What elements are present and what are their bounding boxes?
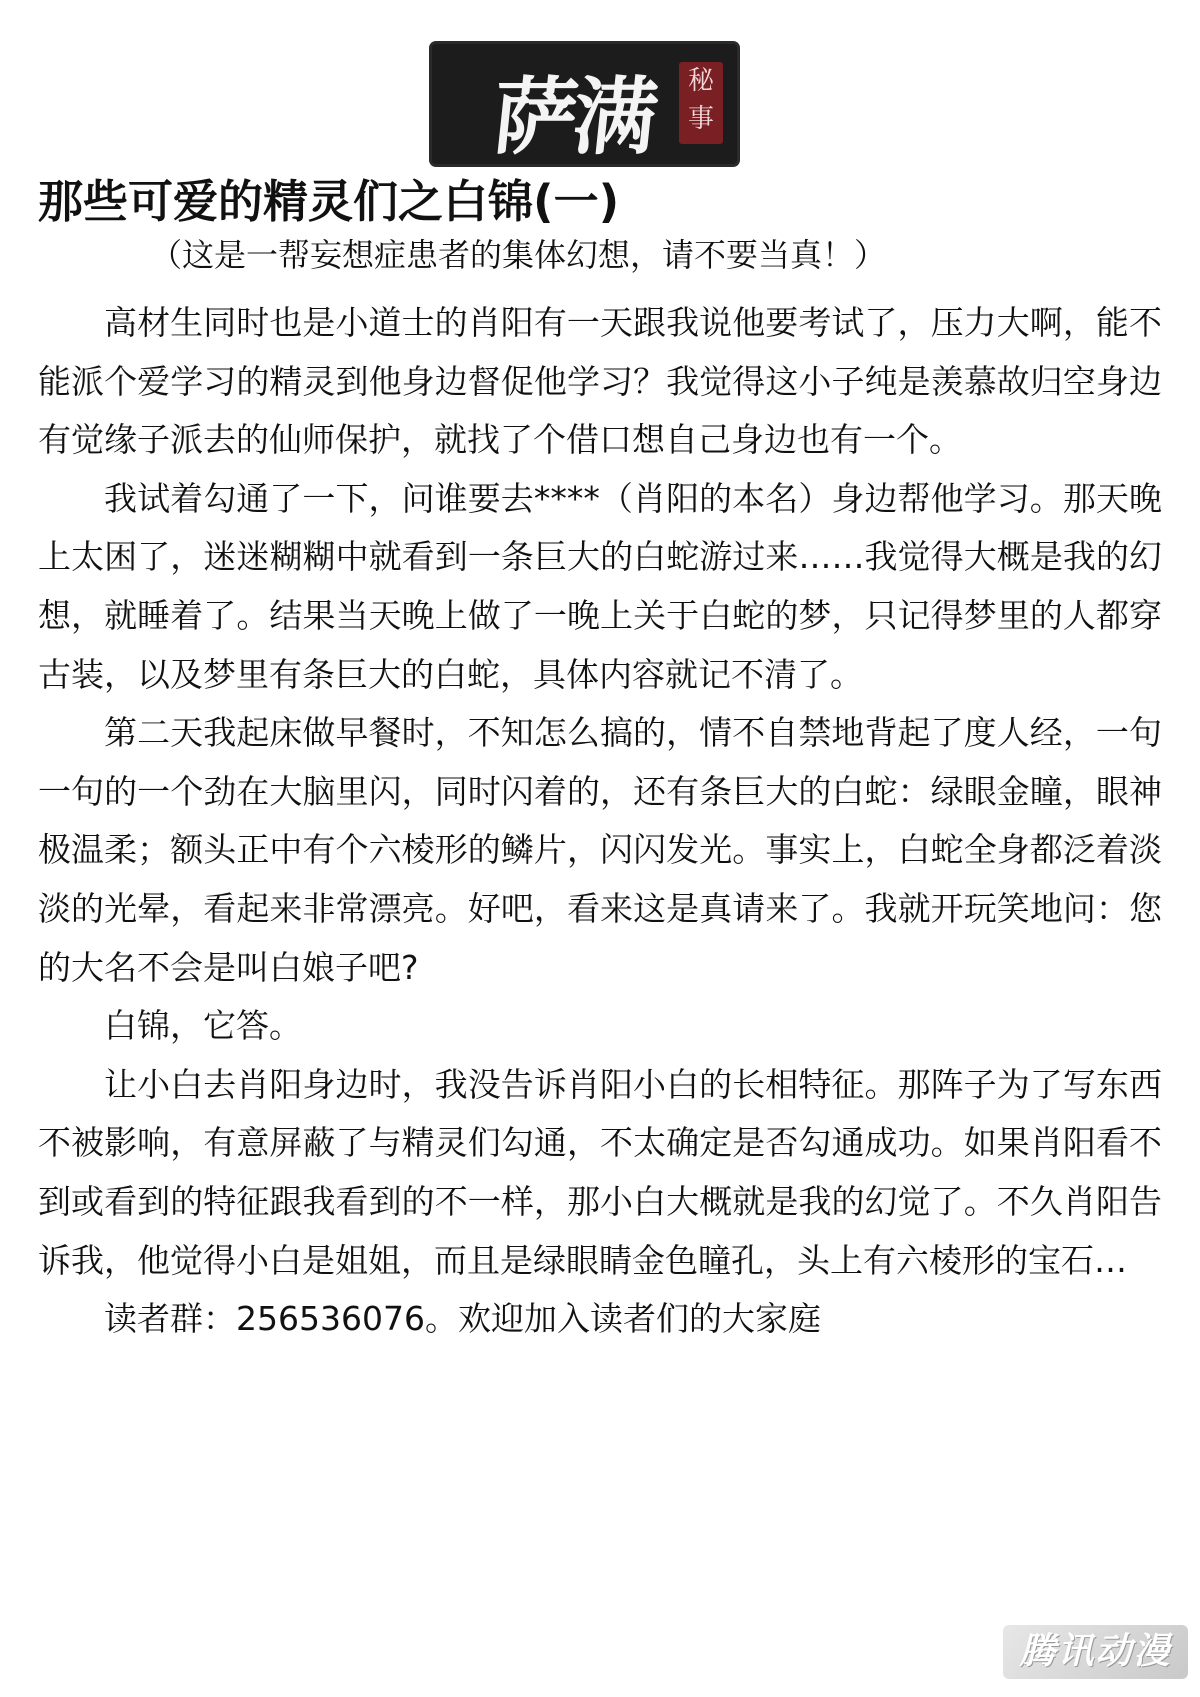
paragraph-4: 白锦，它答。 — [104, 1006, 302, 1046]
paragraph-6: 读者群：256536076。欢迎加入读者们的大家庭 — [104, 1299, 821, 1339]
page-title: 那些可爱的精灵们之白锦(一) — [38, 175, 620, 228]
paragraph-3: 第二天我起床做早餐时，不知怎么搞的，情不自禁地背起了度人经，一句一句的一个劲在大脑里闪，同时闪着的，还有条巨大的白蛇：绿眼金瞳，眼神极温柔；额头正中有个六棱形的鳞片，闪闪发光。事实上，白蛇全身都泛着淡淡的光晕，看起来非常漂亮。好吧，看来这是真请来了。我就开玩笑地问：您的大名不会是叫白娘子吧? — [38, 713, 1162, 987]
paragraph-5: 让小白去肖阳身边时，我没告诉肖阳小白的长相特征。那阵子为了写东西不被影响，有意屏蔽了与精灵们勾通，不太确定是否勾通成功。如果肖阳看不到或看到的特征跟我看到的不一样，那小白大概就是我的幻觉了。不久肖阳告诉我，他觉得小白是姐姐，而且是绿眼睛金色瞳孔，头上有六棱形的宝石… — [38, 1064, 1162, 1280]
seal-stamp: 秘事 — [679, 62, 723, 144]
logo — [432, 44, 737, 164]
paragraph-1: 高材生同时也是小道士的肖阳有一天跟我说他要考试了，压力大啊，能不能派个爱学习的精灵到他身边督促他学习？我觉得这小子纯是羡慕故归空身边有觉缘子派去的仙师保护，就找了个借口想自己身边也有一个。 — [38, 303, 1162, 460]
paragraph-2: 我试着勾通了一下，问谁要去****（肖阳的本名）身边帮他学习。那天晚上太困了，迷迷糊糊中就看到一条巨大的白蛇游过来……我觉得大概是我的幻想，就睡着了。结果当天晚上做了一晚上关于白蛇的梦，只记得梦里的人都穿古装，以及梦里有条巨大的白蛇，具体内容就记不清了。 — [38, 478, 1162, 694]
logo-text: 萨满 — [488, 67, 659, 166]
article-body — [38, 294, 1162, 1349]
page-subtitle: （这是一帮妄想症患者的集体幻想，请不要当真！） — [150, 236, 887, 274]
watermark-logo: 腾讯动漫 — [1003, 1625, 1188, 1679]
